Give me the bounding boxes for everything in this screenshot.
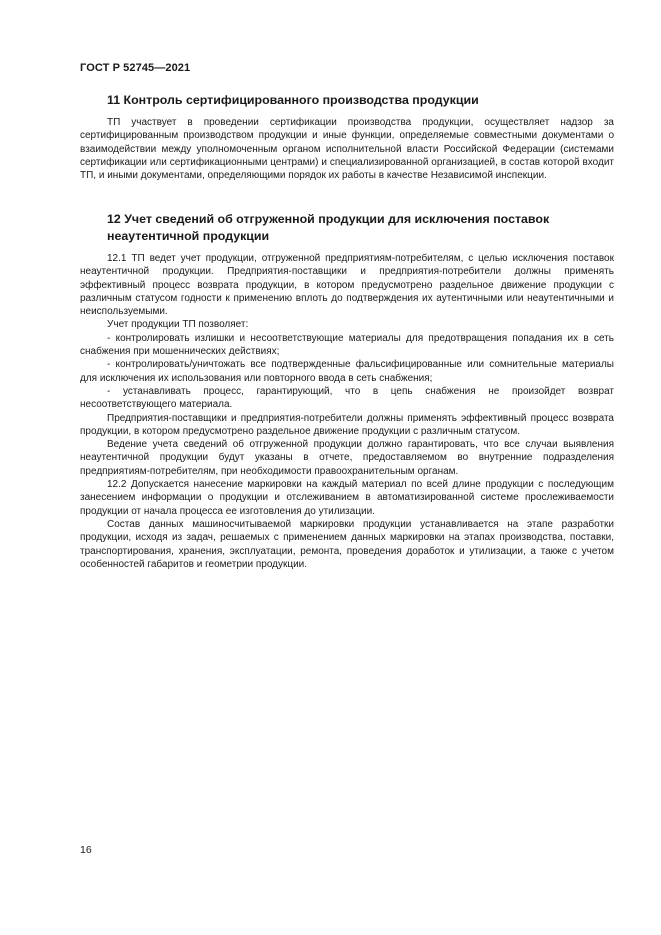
section-11 — [80, 92, 614, 182]
list-item-control-surplus: - контролировать излишки и несоответствующие материалы для предотвращения попадания их в сеть снабжения при мошеннических действиях; — [80, 332, 614, 358]
paragraph-accounting-intro: Учет продукции ТП позволяет: — [107, 319, 249, 331]
paragraph-12-2: 12.2 Допускается нанесение маркировки на каждый материал по всей длине продукции с последующим занесением информации о продукции и отслеживанием в автоматизированной системе прослеживаемости продукции от начала процесса ее изготовления до утилизации. — [80, 479, 614, 517]
paragraph-marking-data: Состав данных машиносчитываемой маркировки продукции устанавливается на этапе разработки продукции, исходя из задач, решаемых с применением данных маркировки на этапах производства, поставки, транспортирования, хранения, эксплуатации, ремонта, проведения доработок и утилизации, а также с учетом особенностей габаритов и геометрии продукции. — [80, 518, 614, 570]
list-item-control-destroy: - контролировать/уничтожать все подтвержденные фальсифицированные или сомнительные материалы для исключения их использования или повторного ввода в сеть снабжения; — [80, 359, 614, 384]
section-12 — [80, 211, 614, 571]
paragraph-return-process: Предприятия-поставщики и предприятия-потребители должны применять эффективный процесс возврата продукции, в котором предусмотрено раздельное движение продукции с различным статусом. — [80, 412, 614, 437]
section-12-heading: 12 Учет сведений об отгруженной продукции для исключения поставок неаутентичной продукции — [107, 212, 550, 243]
paragraph-record-keeping: Ведение учета сведений об отгруженной продукции должно гарантировать, что все случаи выявления неаутентичной продукции будут указаны в отчете, предоставляемом во внутренние подразделения предприятиям-потребителям, при необходимости правоохранительным органам. — [80, 439, 614, 477]
section-11-heading: 11 Контроль сертифицированного производства продукции — [107, 93, 479, 107]
list-item-establish-process: - устанавливать процесс, гарантирующий, что в цепь снабжения не произойдет возврат несоответствующего материала. — [80, 385, 614, 411]
paragraph-12-1: 12.1 ТП ведет учет продукции, отгруженной предприятиям-потребителям, с целью исключения поставок неаутентичной продукции. Предприятия-поставщики и предприятия-потребители должны применять эффективный процесс возврата продукции, в котором предусмотрено раздельное движение продукции с различным статусом годности к применению вплоть до подтверждения их аутентичными или неаутентичными и неиспользуемыми. — [80, 253, 614, 318]
page-number: 16 — [80, 844, 92, 856]
section-11-paragraph: ТП участвует в проведении сертификации производства продукции, осуществляет надзор за сертифицированным производством продукции и иные функции, определяемые совместными документами о взаимодействии между уполномоченным органом исполнительной власти Российской Федерации (системами сертификации или сертификационными центрами) и специализированной организацией, в состав которой входит ТП, и иными документами, определяющими порядок их работы в качестве Независимой инспекции. — [80, 117, 614, 182]
document-header: ГОСТ Р 52745—2021 — [80, 62, 191, 74]
